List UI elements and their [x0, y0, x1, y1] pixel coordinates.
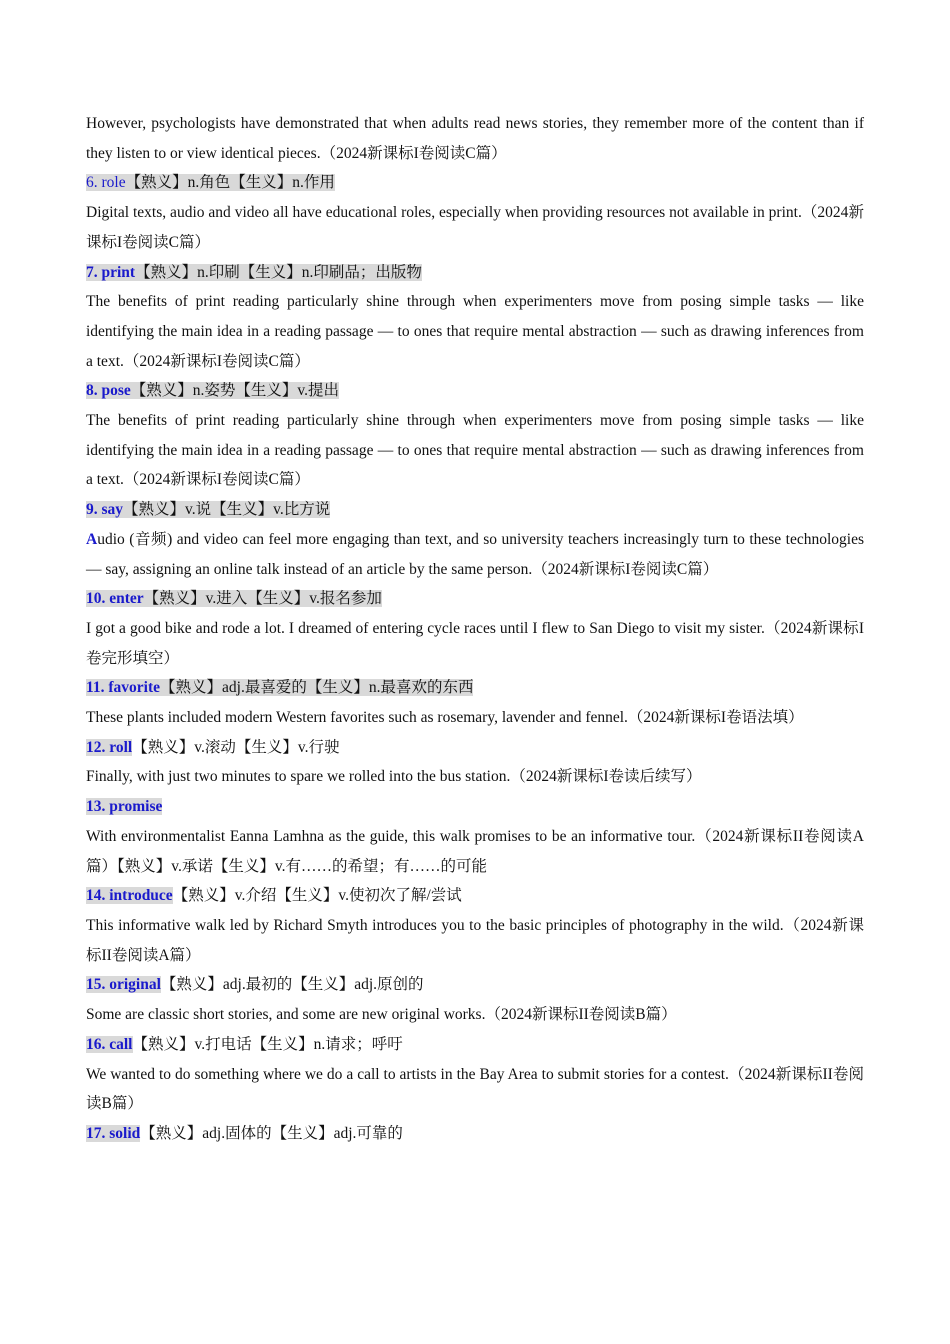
vocab-meaning: 【熟义】v.说【生义】v.比方说 [123, 501, 331, 519]
intro-paragraph: However, psychologists have demonstrated that when adults read news stories, they remember more of the content than if they listen to or view identical pieces.（2024新课标I卷阅读C篇） [86, 115, 864, 162]
vocab-heading-7 [86, 258, 864, 288]
vocab-example-14: This informative walk led by Richard Smyth introduces you to the basic principles of photography in the wild.（2024新课标II卷阅读A篇） [86, 916, 864, 964]
vocab-example-15: Some are classic short stories, and some are new original works.（2024新课标II卷阅读B篇） [86, 1006, 677, 1024]
vocab-heading-11 [86, 673, 864, 703]
vocab-example-12: Finally, with just two minutes to spare we rolled into the bus station.（2024新课标I卷读后续写） [86, 768, 702, 786]
vocab-example-7: The benefits of print reading particularly shine through when experimenters move from posing simple tasks — like identifying the main idea in a reading passage — to ones that require mental abstraction — such as drawing inferences from a text.（2024新课标I卷阅读C篇） [86, 293, 864, 370]
vocab-heading-17 [86, 1119, 864, 1149]
vocab-term: 11. favorite [86, 679, 161, 697]
vocab-meaning: 【熟义】n.姿势【生义】v.提出 [130, 382, 340, 400]
vocab-meaning: 【熟义】v.进入【生义】v.报名参加 [143, 590, 382, 608]
vocab-meaning: 【熟义】n.印刷【生义】n.印刷品；出版物 [135, 263, 422, 281]
vocab-meaning: 【熟义】v.打电话【生义】n.请求；呼吁 [132, 1035, 403, 1053]
vocab-heading-12 [86, 733, 864, 763]
vocab-example-8: The benefits of print reading particularly shine through when experimenters move from posing simple tasks — like identifying the main idea in a reading passage — to ones that require mental abstraction — such as drawing inferences from a text.（2024新课标I卷阅读C篇） [86, 412, 864, 489]
vocab-meaning: 【熟义】v.滚动【生义】v.行驶 [132, 738, 340, 756]
vocab-term: 9. say [86, 501, 124, 519]
vocab-meaning: 【熟义】adj.固体的【生义】adj.可靠的 [140, 1124, 403, 1142]
vocab-term: 15. original [86, 976, 161, 994]
vocab-example-11: These plants included modern Western favorites such as rosemary, lavender and fennel.（2024新课标I卷语法填） [86, 709, 804, 727]
vocab-term: 14. introduce [86, 887, 173, 905]
vocab-example-13: With environmentalist Eanna Lamhna as the guide, this walk promises to be an informative tour.（2024新课标II卷阅读A篇）【熟义】v.承诺【生义】v.有……的希望；有……的可能 [86, 827, 864, 875]
vocab-term: 10. enter [86, 590, 144, 608]
vocab-example-9 [86, 525, 864, 584]
vocab-heading-6 [86, 168, 864, 198]
vocab-meaning: 【熟义】adj.最喜爱的【生义】n.最喜欢的东西 [160, 679, 474, 697]
vocab-heading-15 [86, 970, 864, 1000]
vocab-example-10: I got a good bike and rode a lot. I dreamed of entering cycle races until I flew to San Diego to visit my sister.（2024新课标I卷完形填空） [86, 619, 864, 667]
vocab-meaning: 【熟义】n.角色【生义】n.作用 [125, 174, 335, 192]
vocab-term: 12. roll [86, 738, 133, 756]
vocab-term: 8. pose [86, 382, 131, 400]
vocab-term: 13. promise [86, 798, 163, 816]
vocab-heading-16 [86, 1030, 864, 1060]
vocab-heading-13 [86, 792, 864, 822]
vocab-example-16: We wanted to do something where we do a call to artists in the Bay Area to submit stories for a contest.（2024新课标II卷阅读B篇） [86, 1065, 864, 1113]
vocab-term: 6. role [86, 174, 126, 192]
example-text: udio (音频) and video can feel more engaging than text, and so university teachers increasingly turn to these technologies — say, assigning an online talk instead of an article by the same person.（2024新课标I卷阅读C篇） [86, 530, 864, 578]
vocab-example-6: Digital texts, audio and video all have educational roles, especially when providing resources not available in print.（2024新课标I卷阅读C篇） [86, 204, 864, 251]
vocab-meaning: 【熟义】adj.最初的【生义】adj.原创的 [160, 976, 424, 994]
document-page [86, 109, 864, 1149]
vocab-term: 17. solid [86, 1124, 141, 1142]
vocab-term: 16. call [86, 1035, 133, 1053]
vocab-meaning: 【熟义】v.介绍【生义】v.使初次了解/尝试 [172, 887, 462, 905]
vocab-heading-14 [86, 881, 864, 911]
vocab-heading-10 [86, 584, 864, 614]
example-initial-letter: A [86, 530, 98, 548]
vocab-term: 7. print [86, 263, 136, 281]
vocab-heading-8 [86, 376, 864, 406]
vocab-heading-9 [86, 495, 864, 525]
